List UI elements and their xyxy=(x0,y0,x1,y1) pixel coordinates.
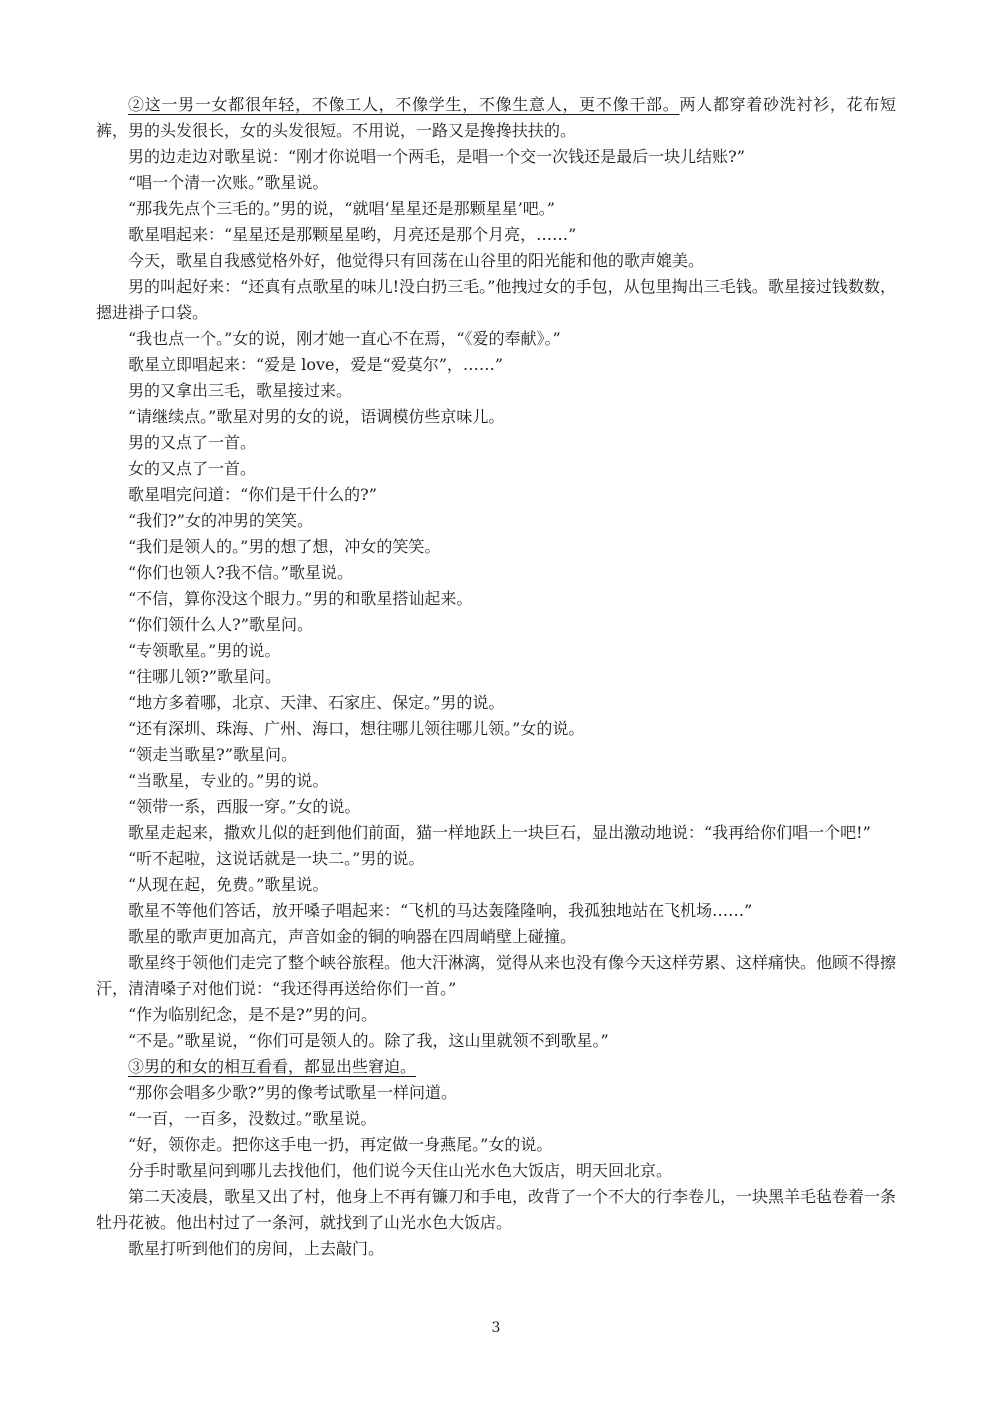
paragraph xyxy=(96,274,896,326)
paragraph xyxy=(96,92,896,144)
paragraph-text: 歌星终于领他们走完了整个峡谷旅程。他大汗淋漓，觉得从来也没有像今天这样劳累、这样痛快。他顾不得擦汗，清清嗓子对他们说：“我还得再送给你们一首。” xyxy=(96,953,897,998)
paragraph xyxy=(96,1158,896,1184)
paragraph-text: 歌星唱完问道：“你们是干什么的?” xyxy=(128,485,377,504)
paragraph xyxy=(96,1054,896,1080)
paragraph xyxy=(96,196,896,222)
article-body xyxy=(96,92,896,1262)
paragraph xyxy=(96,950,896,1002)
paragraph-text: “唱一个清一次账。”歌星说。 xyxy=(128,173,329,192)
paragraph-text: “好，领你走。把你这手电一扔，再定做一身燕尾。”女的说。 xyxy=(128,1135,553,1154)
underlined-sentence: ②这一男一女都很年轻，不像工人，不像学生，不像生意人，更不像干部。 xyxy=(128,95,680,114)
paragraph-text: “不信，算你没这个眼力。”男的和歌星搭讪起来。 xyxy=(128,589,473,608)
paragraph xyxy=(96,716,896,742)
paragraph-text: 第二天凌晨，歌星又出了村，他身上不再有镰刀和手电，改背了一个不大的行李卷儿，一块黑羊毛毡卷着一条牡丹花被。他出村过了一条河，就找到了山光水色大饭店。 xyxy=(96,1187,897,1232)
paragraph-text: 歌星不等他们答话，放开嗓子唱起来：“飞机的马达轰隆隆响，我孤独地站在飞机场……” xyxy=(128,901,753,920)
paragraph-text: “专领歌星。”男的说。 xyxy=(128,641,281,660)
paragraph xyxy=(96,1028,896,1054)
paragraph xyxy=(96,924,896,950)
paragraph xyxy=(96,1184,896,1236)
paragraph-text: “还有深圳、珠海、广州、海口，想往哪儿领往哪儿领。”女的说。 xyxy=(128,719,585,738)
paragraph-text: “那我先点个三毛的。”男的说，“就唱‘星星还是那颗星星’吧。” xyxy=(128,199,555,218)
paragraph xyxy=(96,404,896,430)
paragraph xyxy=(96,534,896,560)
paragraph-text: “我们?”女的冲男的笑笑。 xyxy=(128,511,313,530)
paragraph xyxy=(96,1002,896,1028)
paragraph-text: “领带一系，西服一穿。”女的说。 xyxy=(128,797,361,816)
paragraph xyxy=(96,222,896,248)
paragraph xyxy=(96,1236,896,1262)
paragraph-text: 歌星立即唱起来：“爱是 love，爱是“爱莫尔”，……” xyxy=(128,355,504,374)
paragraph-text: “地方多着哪，北京、天津、石家庄、保定。”男的说。 xyxy=(128,693,505,712)
paragraph xyxy=(96,638,896,664)
paragraph xyxy=(96,482,896,508)
paragraph xyxy=(96,144,896,170)
paragraph-text: 男的又拿出三毛，歌星接过来。 xyxy=(128,381,353,400)
paragraph-text: 歌星走起来，撒欢儿似的赶到他们前面，猫一样地跃上一块巨石，显出激动地说：“我再给你们唱一个吧!” xyxy=(128,823,871,842)
paragraph-text: “领走当歌星?”歌星问。 xyxy=(128,745,297,764)
paragraph xyxy=(96,560,896,586)
paragraph-text: “一百，一百多，没数过。”歌星说。 xyxy=(128,1109,377,1128)
paragraph xyxy=(96,872,896,898)
paragraph xyxy=(96,1106,896,1132)
paragraph-text: “从现在起，免费。”歌星说。 xyxy=(128,875,329,894)
paragraph-text: “我也点一个。”女的说，刚才她一直心不在焉，“《爱的奉献》。” xyxy=(128,329,561,348)
paragraph xyxy=(96,846,896,872)
paragraph xyxy=(96,430,896,456)
paragraph-text: “听不起啦，这说话就是一块二。”男的说。 xyxy=(128,849,425,868)
paragraph xyxy=(96,586,896,612)
paragraph xyxy=(96,508,896,534)
paragraph-text: 男的叫起好来：“还真有点歌星的味儿!没白扔三毛。”他拽过女的手包，从包里掏出三毛钱。歌星接过钱数数，摁进褂子口袋。 xyxy=(96,277,896,322)
paragraph xyxy=(96,820,896,846)
paragraph-text: 歌星唱起来：“星星还是那颗星星哟，月亮还是那个月亮，……” xyxy=(128,225,577,244)
paragraph-text: “那你会唱多少歌?”男的像考试歌星一样问道。 xyxy=(128,1083,457,1102)
paragraph xyxy=(96,690,896,716)
paragraph-text: “当歌星，专业的。”男的说。 xyxy=(128,771,329,790)
paragraph-text: 两人都穿着砂洗衬衫，花布短裤，男的头发很长，女的头发很短。不用说，一路又是搀搀扶扶的。 xyxy=(96,95,896,140)
paragraph xyxy=(96,898,896,924)
paragraph-text: “我们是领人的。”男的想了想，冲女的笑笑。 xyxy=(128,537,441,556)
paragraph-text: “往哪儿领?”歌星问。 xyxy=(128,667,281,686)
paragraph-text: 歌星的歌声更加高亢，声音如金的铜的响器在四周峭壁上碰撞。 xyxy=(128,927,577,946)
paragraph xyxy=(96,742,896,768)
paragraph xyxy=(96,768,896,794)
paragraph xyxy=(96,248,896,274)
paragraph xyxy=(96,1132,896,1158)
paragraph xyxy=(96,1080,896,1106)
paragraph-text: “你们领什么人?”歌星问。 xyxy=(128,615,313,634)
paragraph-text: “不是。”歌星说，“你们可是领人的。除了我，这山里就领不到歌星。” xyxy=(128,1031,609,1050)
underlined-sentence: ③男的和女的相互看看，都显出些窘迫。 xyxy=(128,1057,417,1076)
paragraph-text: 今天，歌星自我感觉格外好，他觉得只有回荡在山谷里的阳光能和他的歌声媲美。 xyxy=(128,251,705,270)
paragraph xyxy=(96,456,896,482)
paragraph-text: 女的又点了一首。 xyxy=(128,459,257,478)
paragraph xyxy=(96,170,896,196)
paragraph xyxy=(96,794,896,820)
paragraph xyxy=(96,664,896,690)
paragraph-text: “请继续点。”歌星对男的女的说，语调模仿些京味儿。 xyxy=(128,407,505,426)
paragraph xyxy=(96,326,896,352)
page-number: 3 xyxy=(491,1320,501,1336)
paragraph xyxy=(96,612,896,638)
paragraph-text: 歌星打听到他们的房间，上去敲门。 xyxy=(128,1239,385,1258)
paragraph-text: “你们也领人?我不信。”歌星说。 xyxy=(128,563,353,582)
paragraph-text: 男的又点了一首。 xyxy=(128,433,257,452)
paragraph xyxy=(96,352,896,378)
paragraph-text: “作为临别纪念，是不是?”男的问。 xyxy=(128,1005,377,1024)
paragraph xyxy=(96,378,896,404)
paragraph-text: 分手时歌星问到哪儿去找他们，他们说今天住山光水色大饭店，明天回北京。 xyxy=(128,1161,673,1180)
paragraph-text: 男的边走边对歌星说：“刚才你说唱一个两毛，是唱一个交一次钱还是最后一块儿结账?” xyxy=(128,147,745,166)
